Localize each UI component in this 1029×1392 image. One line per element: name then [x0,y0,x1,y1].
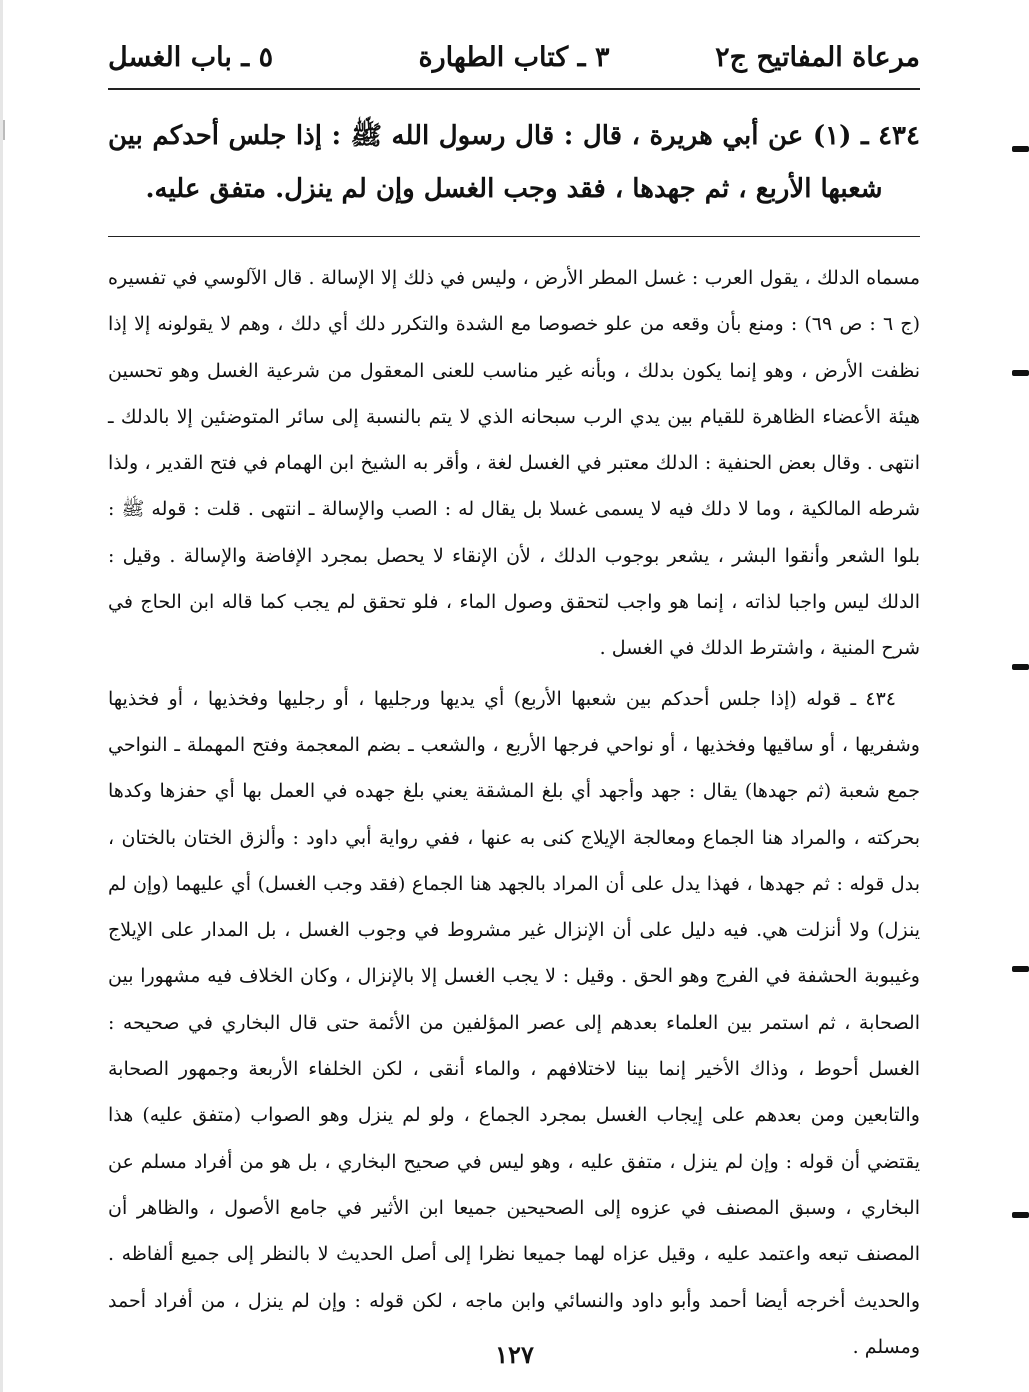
header-chapter-title: ٣ ـ كتاب الطهارة [418,42,610,73]
running-header [108,36,920,84]
header-rule [108,88,920,90]
commentary-paragraph-2: ٤٣٤ ـ قوله (إذا جلس أحدكم بين شعبها الأربع) أي يديها ورجليها ، أو رجليها وفخذيها ، أو فخذيها وشفريها ، أو ساقيها وفخذيها ، أو نواحي فرجها الأربع ، والشعب ـ بضم المعجمة وفتح المهملة ـ النواحي جمع شعبة (ثم جهدها) يقال : جهد وأجهد أي بلغ المشقة يعني بلغ جهده في العمل بها أي حفزها وكدها بحركته ، والمراد هنا الجماع ومعالجة الإيلاج كنى به عنها ، ففي رواية أبي داود : وألزق الختان بالختان ، بدل قوله : ثم جهدها ، فهذا يدل على أن المراد بالجهد هنا الجماع (فقد وجب الغسل) أي عليهما (وإن لم ينزل) ولا أنزلت هي. فيه دليل على أن الإنزال غير مشروط في وجوب الغسل ، بل المدار على الإيلاج وغيبوبة الحشفة في الفرج وهو الحق . وقيل : لا يجب الغسل إلا بالإنزال ، وكان الخلاف فيه مشهورا بين الصحابة ، ثم استمر بين العلماء بعدهم إلى عصر المؤلفين من الأئمة حتى قال البخاري في صحيحه : الغسل أحوط ، وذاك الأخير إنما بينا لاختلافهم ، والماء أنقى ، لكن الخلفاء الأربعة وجمهور الصحابة والتابعين ومن بعدهم على إيجاب الغسل بمجرد الجماع ، ولو لم ينزل وهو الصواب (متفق عليه) هذا يقتضي أن قوله : وإن لم ينزل ، متفق عليه ، وهو ليس في صحيح البخاري ، بل هو من أفراد مسلم عن البخاري ، وسبق المصنف في عزوه إلى الصحيحين جميعا ابن الأثير في جامع الأصول ، والظاهر أن المصنف تبعه واعتمد عليه ، وقيل عزاه لهما جميعا نظرا إلى أصل الحديث لا بالنظر إلى جميع ألفاظه . والحديث أخرجه أيضا أحمد وأبو داود والنسائي وابن ماجه ، لكن قوله : وإن لم ينزل ، من أفراد أحمد ومسلم . [108,687,920,1358]
commentary-paragraph-1: مسماه الدلك ، يقول العرب : غسل المطر الأرض ، وليس في ذلك إلا الإسالة . قال الآلوسي في تفسيره (ج ٦ : ص ٦٩) : ومنع بأن وقعه من علو خصوصا مع الشدة والتكرر دلك أي دلك ، وهم لا يقولونه إلا إذا نظفت الأرض ، وهو إنما يكون بدلك ، وبأنه غير مناسب للعنى المعقول من شرعية الغسل وهو تحسين هيئة الأعضاء الظاهرة للقيام بين يدي الرب سبحانه الذي لا يتم بالنسبة إلى سائر المتوضئين إلا بالدلك ـ انتهى . وقال بعض الحنفية : الدلك معتبر في الغسل لغة ، وأقر به الشيخ ابن الهمام في فتح القدير ، ولذا شرطه المالكية ، وما لا دلك فيه لا يسمى غسلا بل يقال له : الصب والإسالة ـ انتهى . قلت : قوله ﷺ : بلوا الشعر وأنقوا البشر ، يشعر بوجوب الدلك ، لأن الإنقاء لا يحصل بمجرد الإفاضة والإسالة . وقيل : الدلك ليس واجبا لذاته ، إنما هو واجب لتحقق وصول الماء ، فلو تحقق لم يجب كما قاله ابن الحاج في شرح المنية ، واشترط الدلك في الغسل . [108,267,920,660]
header-section-title: ٥ ـ باب الغسل [108,42,274,73]
margin-mark [1012,370,1029,376]
page-number: ١٢٧ [495,1340,534,1369]
hadith-separator-rule [108,236,920,237]
margin-mark [1012,1212,1029,1218]
hadith-text: ٤٣٤ ـ (١) عن أبي هريرة ، قال : قال رسول الله ﷺ : إذا جلس أحدكم بين شعبها الأربع ، ثم جهدها ، فقد وجب الغسل وإن لم ينزل. متفق عليه. [108,121,920,204]
margin-mark [1012,966,1029,972]
commentary-body [108,255,920,1370]
page-edge [0,0,3,1392]
margin-mark [1012,146,1029,152]
header-book-title: مرعاة المفاتيح ج٢ [715,42,920,73]
margin-mark [1012,664,1029,670]
margin-mark [3,120,5,140]
